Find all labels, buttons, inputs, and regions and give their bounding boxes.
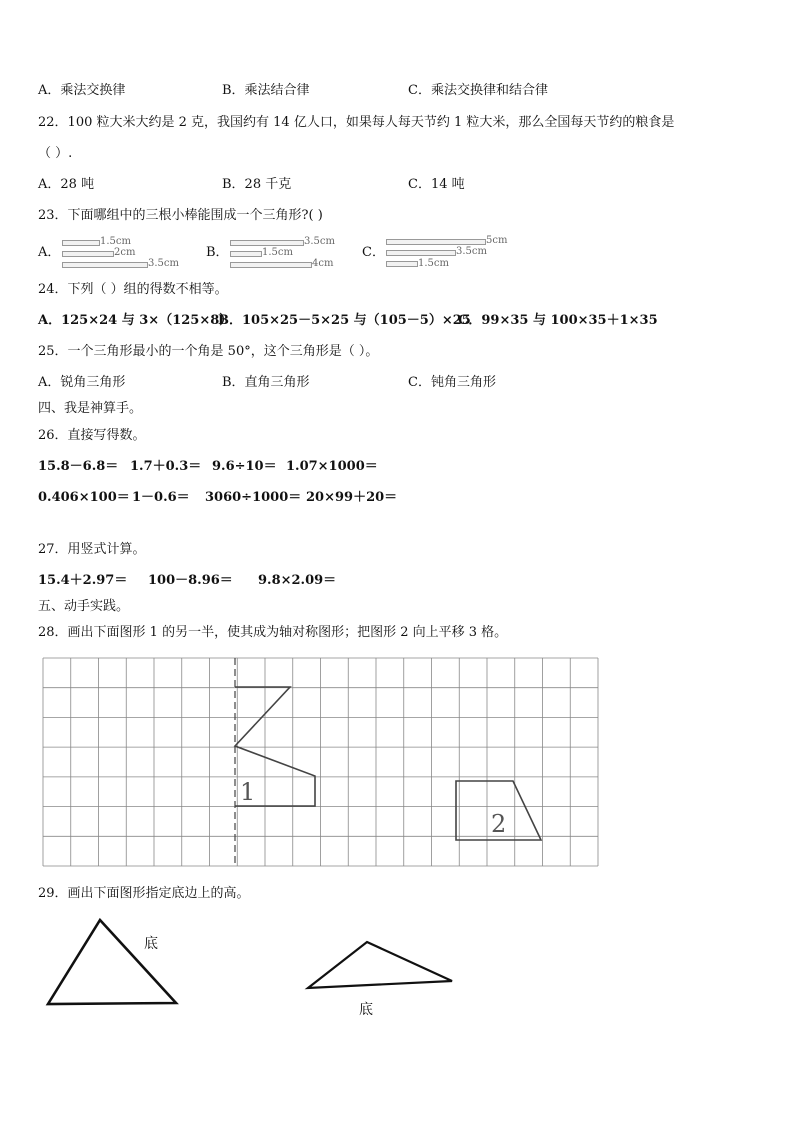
q27-item: 9.8×2.09＝ bbox=[258, 573, 337, 588]
stick-length-label: 3.5cm bbox=[148, 258, 179, 269]
stick bbox=[230, 251, 262, 257]
q24-option-c: C．99×35 与 100×35＋1×35 bbox=[458, 313, 658, 328]
q23-letter-a: A． bbox=[38, 245, 61, 260]
q25-option-b: B．直角三角形 bbox=[222, 375, 310, 390]
q23-question: 23．下面哪组中的三根小棒能围成一个三角形?( ) bbox=[38, 208, 323, 223]
q22-option-b: B．28 千克 bbox=[222, 177, 292, 192]
q22-question-line2: （ ）. bbox=[38, 146, 73, 161]
figure-1-label: 1 bbox=[240, 778, 256, 806]
stick bbox=[230, 262, 312, 268]
stick-length-label: 1.5cm bbox=[262, 247, 293, 258]
stick bbox=[230, 240, 304, 246]
q27-item: 100－8.96＝ bbox=[148, 573, 233, 588]
q21-option-a: A．乘法交换律 bbox=[38, 83, 126, 98]
stick bbox=[62, 262, 148, 268]
q22-option-c: C．14 吨 bbox=[408, 177, 465, 192]
q24-option-b: B．105×25－5×25 与（105－5）×25 bbox=[218, 313, 471, 328]
q29-question: 29．画出下面图形指定底边上的高。 bbox=[38, 886, 250, 901]
stick-length-label: 5cm bbox=[486, 235, 508, 246]
q26-item: 15.8－6.8＝ bbox=[38, 459, 119, 474]
grid-lines bbox=[43, 658, 598, 866]
stick bbox=[386, 250, 456, 256]
stick-length-label: 3.5cm bbox=[304, 236, 335, 247]
q26-item: 0.406×100＝ bbox=[38, 490, 130, 505]
q26-item: 20×99＋20＝ bbox=[306, 490, 398, 505]
stick-length-label: 1.5cm bbox=[100, 236, 131, 247]
triangle-2-base-label: 底 bbox=[359, 1002, 373, 1018]
section-heading-5: 五、动手实践。 bbox=[38, 599, 130, 614]
section-heading-4: 四、我是神算手。 bbox=[38, 401, 143, 416]
stick bbox=[386, 239, 486, 245]
triangle-1 bbox=[48, 920, 176, 1004]
q26-item: 3060÷1000＝ bbox=[205, 490, 302, 505]
q25-option-c: C．钝角三角形 bbox=[408, 375, 496, 390]
stick bbox=[62, 251, 114, 257]
figure-2-label: 2 bbox=[491, 810, 507, 838]
q24-question: 24．下列（ ）组的得数不相等。 bbox=[38, 282, 228, 297]
q28-question: 28．画出下面图形 1 的另一半，使其成为轴对称图形；把图形 2 向上平移 3 格。 bbox=[38, 625, 508, 640]
q26-question: 26．直接写得数。 bbox=[38, 428, 146, 443]
q23-letter-b: B． bbox=[206, 245, 229, 260]
stick-length-label: 2cm bbox=[114, 247, 136, 258]
stick bbox=[62, 240, 100, 246]
q26-item: 1.07×1000＝ bbox=[286, 459, 378, 474]
q27-item: 15.4＋2.97＝ bbox=[38, 573, 128, 588]
q25-question: 25．一个三角形最小的一个角是 50°，这个三角形是（ ）。 bbox=[38, 344, 379, 359]
q26-item: 9.6÷10＝ bbox=[212, 459, 277, 474]
stick-length-label: 1.5cm bbox=[418, 258, 449, 269]
q25-option-a: A．锐角三角形 bbox=[38, 375, 126, 390]
q21-option-b: B．乘法结合律 bbox=[222, 83, 310, 98]
q24-option-a: A．125×24 与 3×（125×8） bbox=[38, 313, 233, 328]
q23-letter-c: C． bbox=[362, 245, 385, 260]
q29-triangles bbox=[40, 910, 470, 1025]
stick bbox=[386, 261, 418, 267]
triangle-1-base-label: 底 bbox=[144, 936, 158, 952]
q26-item: 1－0.6＝ bbox=[132, 490, 190, 505]
q27-question: 27．用竖式计算。 bbox=[38, 542, 146, 557]
triangle-2 bbox=[308, 942, 452, 988]
q26-item: 1.7＋0.3＝ bbox=[130, 459, 202, 474]
stick-length-label: 4cm bbox=[312, 258, 334, 269]
stick-length-label: 3.5cm bbox=[456, 246, 487, 257]
q21-option-c: C．乘法交换律和结合律 bbox=[408, 83, 548, 98]
q22-option-a: A．28 吨 bbox=[38, 177, 95, 192]
q28-grid-figure bbox=[40, 655, 602, 873]
q22-question-line1: 22．100 粒大米大约是 2 克，我国约有 14 亿人口，如果每人每天节约 1 粒大米，那么全国每天节约的粮食是 bbox=[38, 115, 675, 130]
